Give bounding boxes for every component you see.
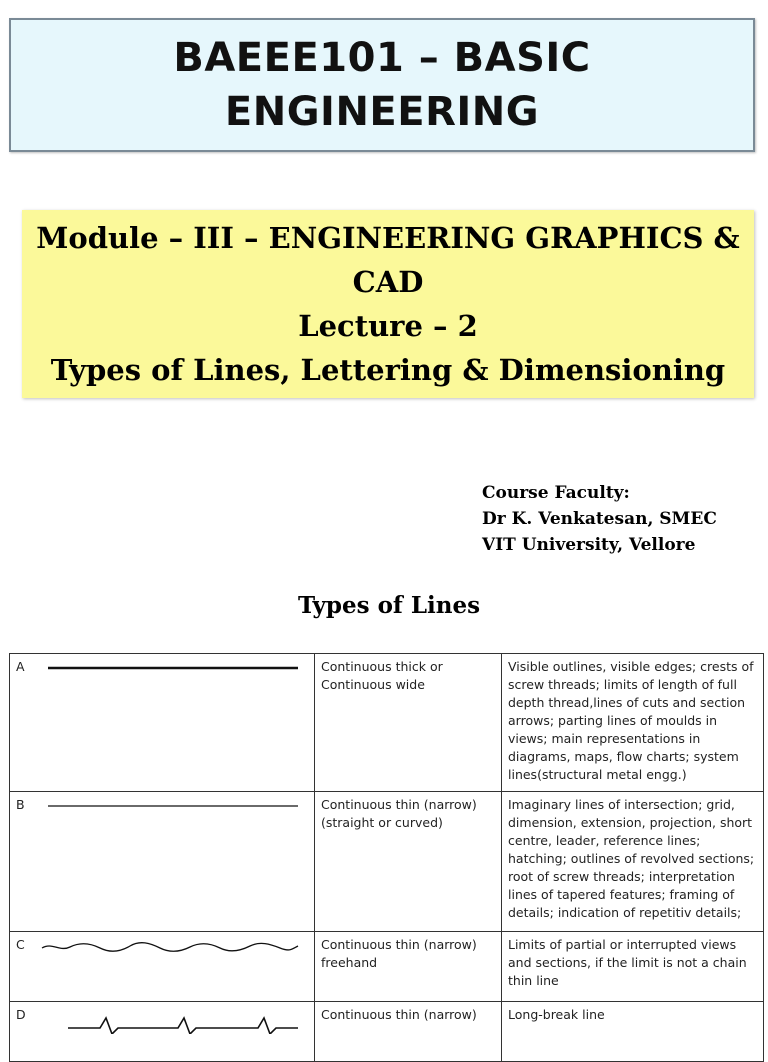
line-types-table: [9, 653, 764, 1062]
lecture-number: Lecture – 2: [298, 309, 478, 343]
freehand-line-sample: [38, 940, 300, 954]
section-title: Types of Lines: [297, 592, 481, 619]
module-line-2: CAD: [352, 265, 424, 299]
line-letter: C: [16, 937, 25, 952]
module-line-1: Module – III – ENGINEERING GRAPHICS &: [36, 221, 740, 255]
line-applications-cell: Limits of partial or interrupted views and sections, if the limit is not a chain thin line: [502, 932, 764, 1002]
table-row: [10, 932, 764, 1002]
faculty-name: Dr K. Venkatesan, SMEC: [482, 509, 717, 529]
line-name-cell: Continuous thick or Continuous wide: [315, 654, 502, 792]
line-sample-cell: [10, 1002, 315, 1062]
table-row: [10, 792, 764, 932]
course-title-line-1: BAEEE101 – BASIC: [173, 35, 591, 81]
line-applications-cell: Visible outlines, visible edges; crests of screw threads; limits of length of full depth thread,lines of cuts and section arrows; parting lines of moulds in views; main representations in diagrams, maps, flow charts; system lines(structural metal engg.): [502, 654, 764, 792]
faculty-label: Course Faculty:: [482, 483, 630, 503]
line-letter: A: [16, 659, 25, 674]
course-title-line-2: ENGINEERING: [224, 89, 540, 135]
continuous-thick-line-sample: [38, 662, 300, 674]
line-letter: D: [16, 1007, 26, 1022]
module-box: [22, 210, 754, 398]
line-applications-cell: Imaginary lines of intersection; grid, dimension, extension, projection, short centre, leader, reference lines; hatching; outlines of revolved sections; root of screw threads; interpretation lines of tapered features; framing of details; indication of repetitiv details;: [502, 792, 764, 932]
course-title-box: [9, 18, 755, 152]
course-faculty: [482, 480, 717, 558]
continuous-thin-line-sample: [38, 800, 300, 812]
line-sample-cell: [10, 654, 315, 792]
faculty-institution: VIT University, Vellore: [482, 535, 696, 555]
table-row: [10, 654, 764, 792]
line-letter: B: [16, 797, 25, 812]
line-name-cell: Continuous thin (narrow) (straight or curved): [315, 792, 502, 932]
line-sample-cell: [10, 932, 315, 1002]
line-sample-cell: [10, 792, 315, 932]
lecture-topic: Types of Lines, Lettering & Dimensioning: [50, 353, 726, 387]
zigzag-line-sample: [38, 1010, 300, 1034]
line-applications-cell: Long-break line: [502, 1002, 764, 1062]
line-name-cell: Continuous thin (narrow): [315, 1002, 502, 1062]
line-name-cell: Continuous thin (narrow) freehand: [315, 932, 502, 1002]
table-row: [10, 1002, 764, 1062]
